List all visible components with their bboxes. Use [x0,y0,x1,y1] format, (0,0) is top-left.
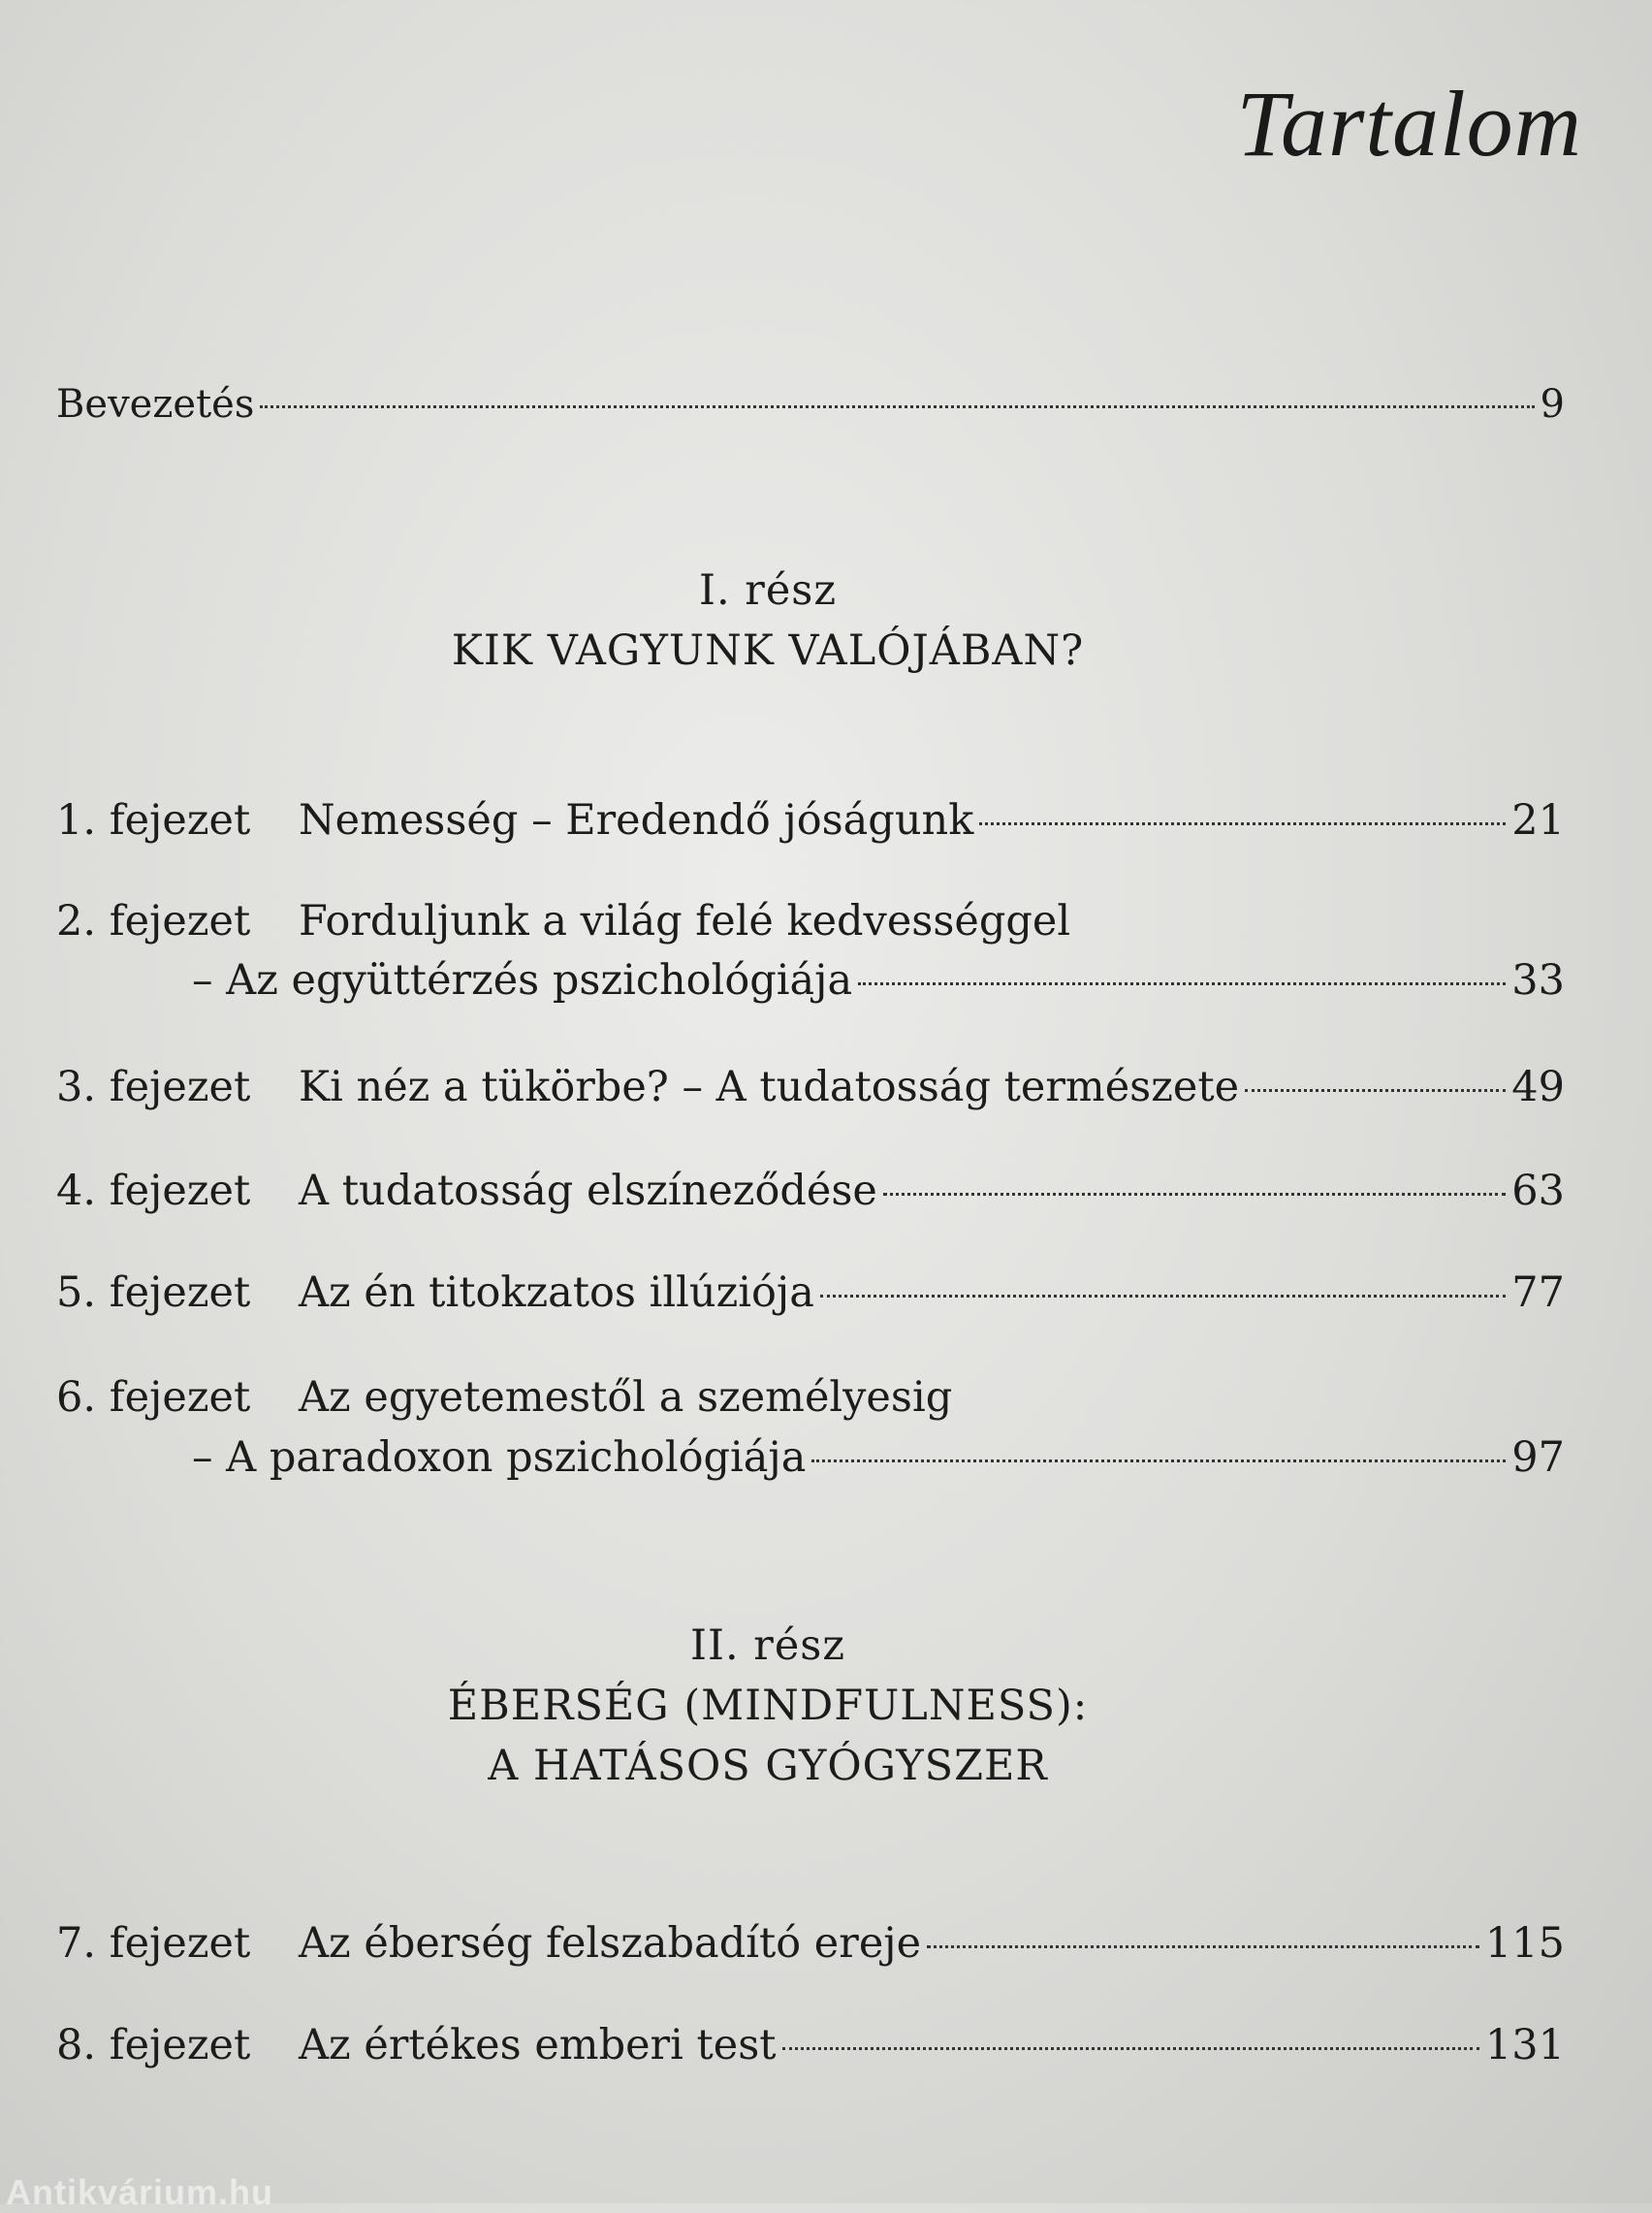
part-title: KIK VAGYUNK VALÓJÁBAN? [451,626,1085,675]
toc-entry-chapter [56,2015,1565,2075]
dot-leader [1245,1089,1506,1092]
chapter-page: 77 [1511,1268,1565,1317]
toc-entry-chapter-subtitle [56,950,1565,1010]
toc-entry-chapter [56,1057,1565,1117]
chapter-label: 8. fejezet [56,2021,251,2069]
chapter-subtitle: – Az együttérzés pszichológiája [192,956,853,1005]
dot-leader [979,822,1506,825]
chapter-page: 33 [1511,956,1565,1005]
chapter-page: 97 [1511,1433,1565,1482]
dot-leader [782,2047,1479,2050]
toc-entry-chapter [56,1367,1565,1427]
chapter-title: A tudatosság elszíneződése [299,1167,877,1215]
chapter-title: Nemesség – Eredendő jóságunk [299,796,974,845]
toc-entry-title: Bevezetés [56,382,255,427]
chapter-title: Az értékes emberi test [299,2021,777,2069]
page-title: Tartalom [1236,72,1582,176]
toc-entry-chapter [56,1161,1565,1221]
chapter-label: 3. fejezet [56,1063,251,1111]
chapter-label: 5. fejezet [56,1268,251,1317]
part-number: II. rész [689,1621,846,1670]
dot-leader [858,982,1506,985]
chapter-page: 21 [1511,796,1565,845]
chapter-page: 49 [1511,1063,1565,1111]
toc-entry-chapter [56,790,1565,850]
toc-entry-chapter [56,1913,1565,1973]
toc-entry-chapter-subtitle [56,1427,1565,1488]
part-title-line-2: A HATÁSOS GYÓGYSZER [488,1742,1048,1790]
chapter-label: 1. fejezet [56,796,251,845]
dot-leader [260,405,1534,408]
chapter-title: Az én titokzatos illúziója [299,1268,814,1317]
chapter-label: 4. fejezet [56,1167,251,1215]
chapter-label: 2. fejezet [56,897,251,946]
chapter-subtitle: – A paradoxon pszichológiája [192,1433,807,1482]
toc-entry-page: 9 [1540,382,1565,427]
dot-leader [811,1459,1506,1462]
dot-leader [927,1945,1479,1948]
part-number: I. rész [698,566,838,615]
dot-leader [883,1193,1506,1196]
chapter-label: 7. fejezet [56,1919,251,1968]
toc-entry-chapter [56,1263,1565,1323]
toc-entry-introduction [56,374,1565,434]
toc-entry-chapter [56,891,1565,951]
watermark: Antikvárium.hu [6,2172,274,2212]
chapter-title: Ki néz a tükörbe? – A tudatosság természete [299,1063,1240,1111]
chapter-page: 115 [1484,1919,1565,1968]
chapter-title: Az egyetemestől a személyesig [299,1373,953,1422]
dot-leader [820,1295,1506,1298]
chapter-title: Forduljunk a világ felé kedvességgel [299,897,1071,946]
part-heading [0,561,1594,681]
chapter-page: 63 [1511,1167,1565,1215]
chapter-title: Az éberség felszabadító ereje [299,1919,922,1968]
part-title-line-1: ÉBERSÉG (MINDFULNESS): [447,1682,1089,1730]
part-heading [0,1616,1594,1796]
chapter-page: 131 [1484,2021,1565,2069]
chapter-label: 6. fejezet [56,1373,251,1422]
